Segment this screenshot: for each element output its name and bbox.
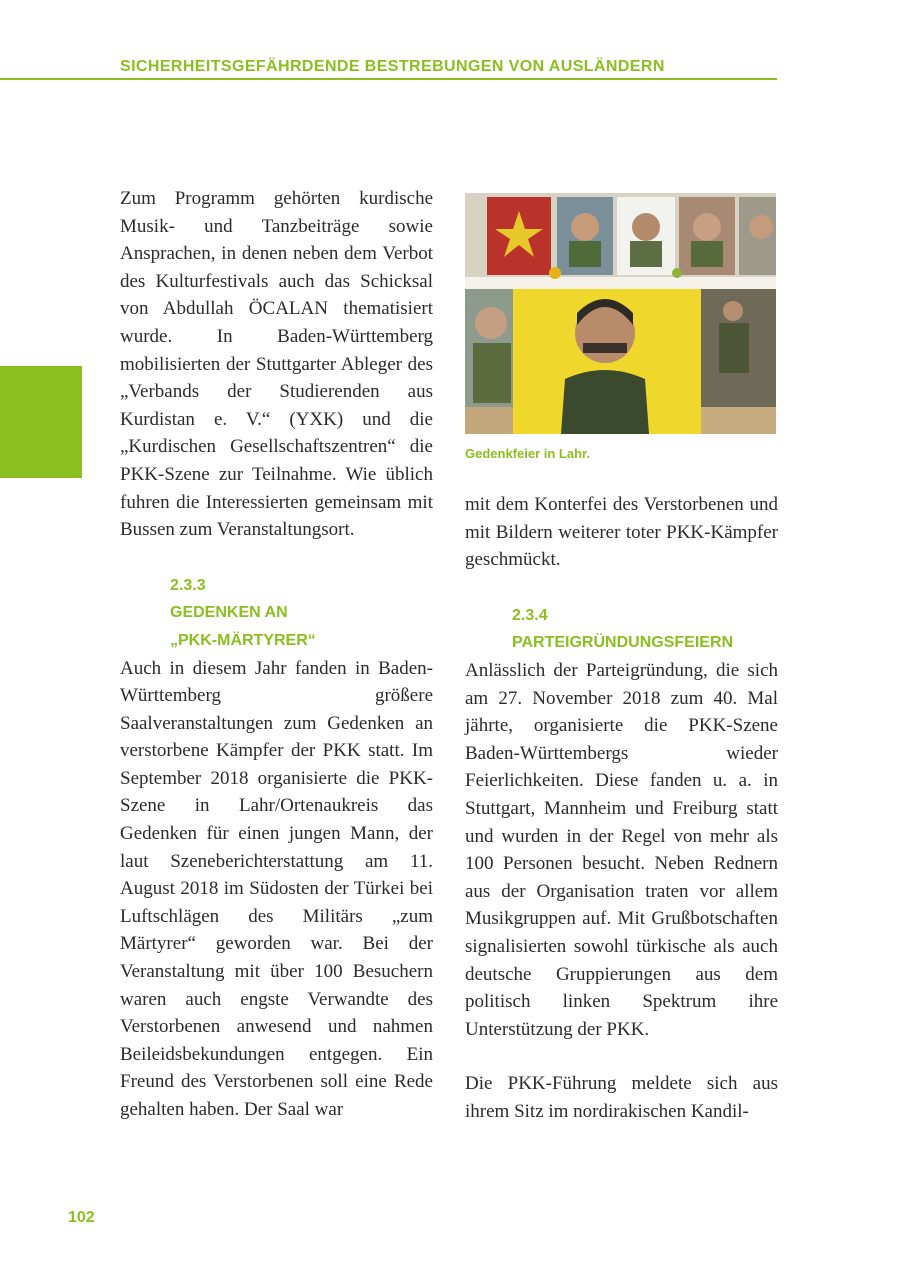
header-rule xyxy=(0,78,777,80)
section-paragraph: Anlässlich der Parteigründung, die sich am 27. November 2018 zum 40. Mal jährte, organisierte die PKK-Szene Baden-Württembergs wieder Feierlichkeiten. Diese fanden u. a. in Stuttgart, Mannheim und Freiburg statt und wurden in der Regel von mehr als 100 Personen besucht. Neben Rednern aus der Organisation traten vor allem Musikgruppen auf. Mit Grußbotschaften signalisierten sowohl türkische als auch deutsche Gruppierungen aus dem politisch linken Spektrum ihre Unterstützung der PKK. xyxy=(465,659,778,1040)
section-heading-2-3-3 xyxy=(120,572,433,655)
section-title-line1: GEDENKEN AN xyxy=(170,604,288,622)
memorial-photo xyxy=(465,193,776,434)
section-number: 2.3.3 xyxy=(170,576,206,594)
section-heading-2-3-4 xyxy=(465,602,778,657)
section-paragraph: Auch in diesem Jahr fanden in Baden-Württemberg größere Saalveranstaltungen zum Gedenken an verstorbene Kämpfer der PKK statt. Im September 2018 organisierte die PKK-Szene in Lahr/Ortenaukreis das Gedenken für einen jungen Mann, der laut Szeneberichterstattung am 11. August 2018 im Südosten der Türkei bei Luftschlägen des Militärs „zum Märtyrer“ geworden war. Bei der Veranstaltung mit über 100 Besuchern waren auch engste Verwandte des Verstorbenen anwesend und nahmen Beileidsbekundungen entgegen. Ein Freund des Verstorbenen soll eine Rede gehalten haben. Der Saal war xyxy=(120,657,433,1120)
final-paragraph: Die PKK-Führung meldete sich aus ihrem Sitz im nordirakischen Kandil- xyxy=(465,1073,778,1122)
chapter-side-marker xyxy=(0,366,82,478)
section-title: PARTEIGRÜNDUNGSFEIERN xyxy=(512,634,734,652)
intro-paragraph: Zum Programm gehörten kurdische Musik- und Tanzbeiträge sowie Ansprachen, in denen neben dem Verbot des Kulturfestivals auch das Schicksal von Abdullah ÖCALAN thematisiert wurde. In Baden-Württemberg mobilisierten der Stuttgarter Ableger des „Verbands der Studierenden aus Kurdistan e. V.“ (YXK) und die „Kurdischen Gesellschaftszentren“ die PKK-Szene zur Teilnahme. Wie üblich fuhren die Interessierten gemeinsam mit Bussen zum Veranstaltungsort. xyxy=(120,188,433,541)
section-number: 2.3.4 xyxy=(512,606,548,624)
right-column xyxy=(465,491,778,1125)
left-column xyxy=(120,185,433,1124)
memorial-photo-illustration xyxy=(465,193,776,434)
page-number: 102 xyxy=(68,1209,95,1226)
figure-caption: Gedenkfeier in Lahr. xyxy=(465,446,590,461)
section-title-line2: „PKK-MÄRTYRER“ xyxy=(170,631,316,649)
continuation-paragraph: mit dem Konterfei des Verstorbenen und mit Bildern weiterer toter PKK-Kämpfer geschmückt. xyxy=(465,494,778,571)
running-header: SICHERHEITSGEFÄHRDENDE BESTREBUNGEN VON AUSLÄNDERN xyxy=(120,58,665,75)
